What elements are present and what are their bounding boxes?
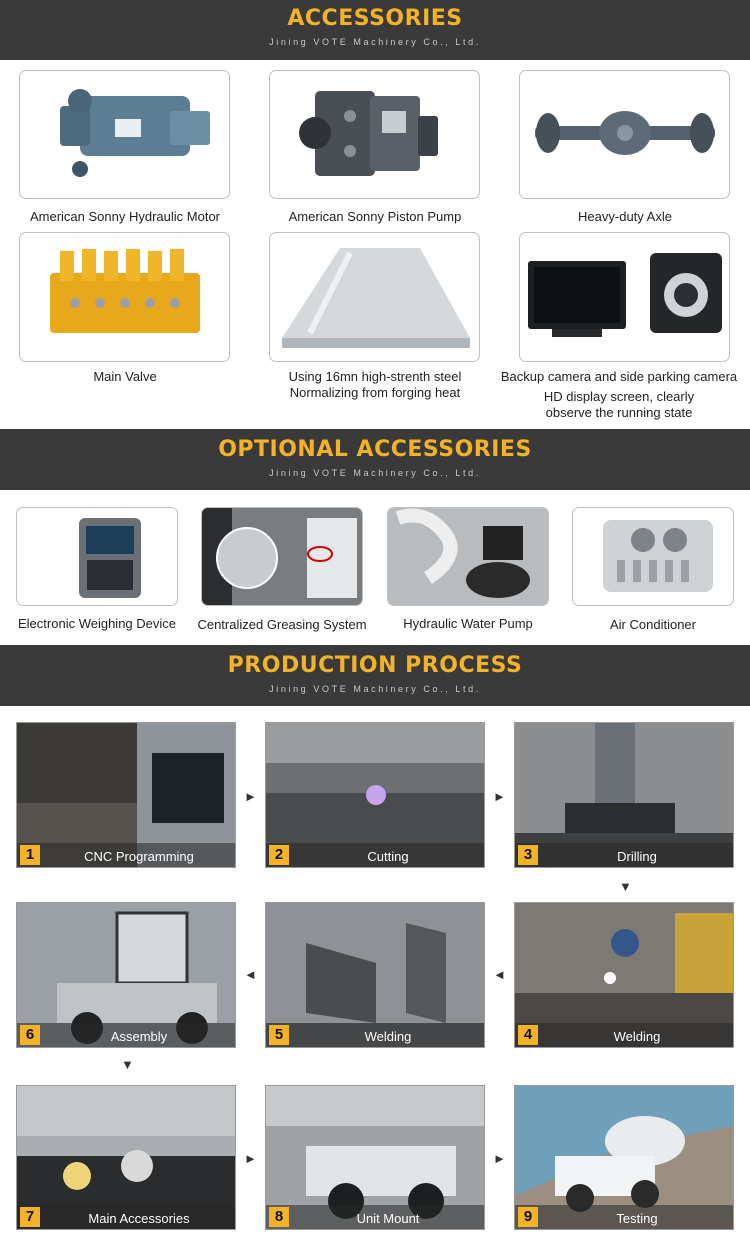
camera-picture — [520, 233, 730, 362]
accessories-banner — [0, 0, 750, 60]
piston-pump-picture — [270, 71, 480, 199]
steel-caption-line2: Normalizing from forging heat — [289, 385, 461, 400]
process-step-cutting — [265, 722, 485, 868]
hydraulic-motor-picture — [20, 71, 230, 199]
axle-image — [519, 70, 730, 199]
step-label: CNC Programming — [84, 849, 194, 864]
process-step-unit-mount — [265, 1085, 485, 1230]
steel-plate-picture — [270, 233, 480, 362]
arrow-left-icon: ◄ — [493, 967, 506, 982]
arrow-right-icon: ► — [493, 1151, 506, 1166]
step-number: 1 — [20, 845, 40, 865]
process-step-drilling — [514, 722, 734, 868]
piston-pump-image — [269, 70, 480, 199]
step-number: 2 — [269, 845, 289, 865]
step-label: Cutting — [367, 849, 409, 864]
water-pump-image — [387, 507, 549, 606]
process-step-main-accessories — [16, 1085, 236, 1230]
weighing-device-image — [16, 507, 178, 606]
weighing-device-caption: Electronic Weighing Device — [18, 616, 176, 631]
step-label: Drilling — [617, 849, 657, 864]
section-title: PRODUCTION PROCESS — [227, 653, 523, 678]
section-subtitle: Jining VOTE Machinery Co., Ltd. — [269, 468, 481, 478]
camera-caption-line2: HD display screen, clearly — [543, 389, 695, 404]
greasing-system-image — [201, 507, 363, 606]
arrow-down-icon: ▼ — [619, 879, 632, 894]
arrow-left-icon: ◄ — [244, 967, 257, 982]
arrow-right-icon: ► — [493, 789, 506, 804]
arrow-down-icon: ▼ — [121, 1057, 134, 1072]
hydraulic-motor-image — [19, 70, 230, 199]
step-number: 3 — [518, 845, 538, 865]
step-label: Main Accessories — [88, 1211, 190, 1226]
camera-image — [519, 232, 730, 362]
piston-pump-caption: American Sonny Piston Pump — [288, 209, 462, 224]
step-number: 6 — [20, 1025, 40, 1045]
section-subtitle: Jining VOTE Machinery Co., Ltd. — [269, 684, 481, 694]
section-title: ACCESSORIES — [287, 6, 463, 31]
step-label: Unit Mount — [356, 1211, 420, 1226]
step-number: 4 — [518, 1025, 538, 1045]
steel-caption-line1: Using 16mn high-strenth steel — [288, 369, 462, 384]
section-subtitle: Jining VOTE Machinery Co., Ltd. — [269, 37, 481, 47]
air-conditioner-caption: Air Conditioner — [610, 617, 696, 632]
air-conditioner-image — [572, 507, 734, 606]
hydraulic-motor-caption: American Sonny Hydraulic Motor — [29, 209, 221, 224]
section-title: OPTIONAL ACCESSORIES — [218, 437, 532, 462]
step-label: Welding — [613, 1029, 661, 1044]
arrow-right-icon: ► — [244, 1151, 257, 1166]
camera-caption-line3: observe the running state — [545, 405, 693, 420]
weighing-device-picture — [17, 508, 178, 606]
step-number: 5 — [269, 1025, 289, 1045]
axle-caption: Heavy-duty Axle — [578, 209, 672, 224]
main-valve-caption: Main Valve — [93, 369, 157, 384]
step-number: 7 — [20, 1207, 40, 1227]
production-process-banner — [0, 645, 750, 706]
process-step-testing — [514, 1085, 734, 1230]
step-label: Welding — [364, 1029, 412, 1044]
process-step-assembly — [16, 902, 236, 1048]
process-step-welding-4 — [514, 902, 734, 1048]
axle-picture — [520, 71, 730, 199]
camera-caption-line1: Backup camera and side parking camera — [500, 369, 738, 384]
steel-plate-image — [269, 232, 480, 362]
arrow-right-icon: ► — [244, 789, 257, 804]
optional-accessories-banner — [0, 429, 750, 490]
step-label: Testing — [616, 1211, 658, 1226]
step-label: Assembly — [110, 1029, 168, 1044]
greasing-system-caption: Centralized Greasing System — [197, 617, 367, 632]
step-number: 8 — [269, 1207, 289, 1227]
main-valve-image — [19, 232, 230, 362]
water-pump-picture — [388, 508, 549, 606]
main-valve-picture — [20, 233, 230, 362]
process-step-welding-5 — [265, 902, 485, 1048]
greasing-system-picture — [202, 508, 363, 606]
process-step-cnc — [16, 722, 236, 868]
step-number: 9 — [518, 1207, 538, 1227]
water-pump-caption: Hydraulic Water Pump — [403, 616, 533, 631]
air-conditioner-picture — [573, 508, 734, 606]
